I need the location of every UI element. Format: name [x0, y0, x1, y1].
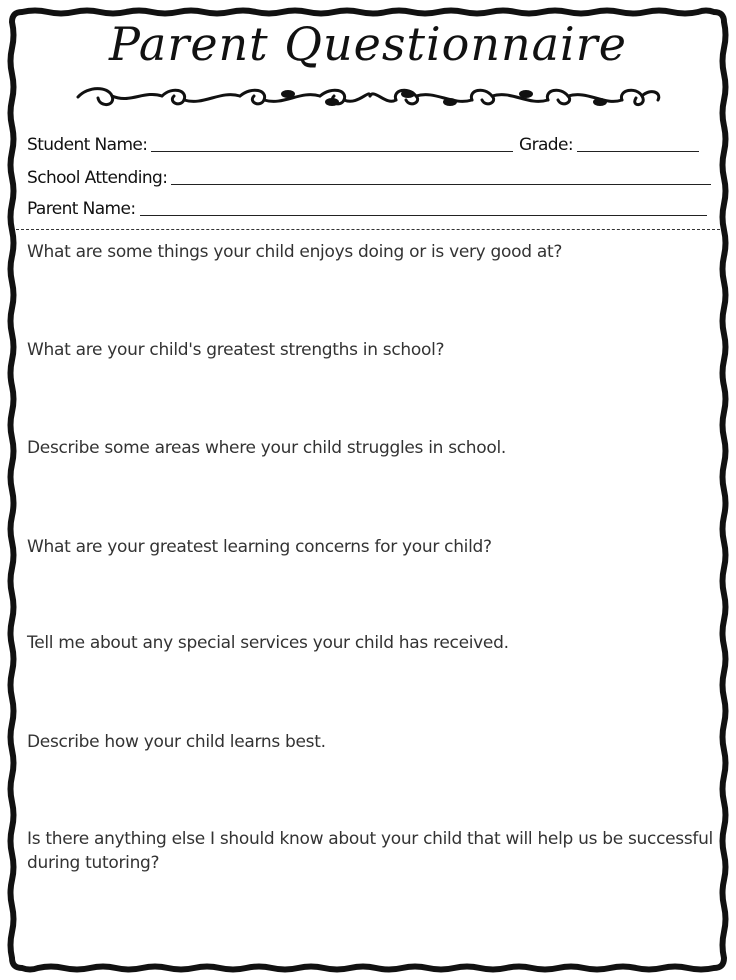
grade-line	[577, 151, 699, 152]
question-4: What are your greatest learning concerns for your child?	[27, 537, 492, 557]
parent-name-label: Parent Name:	[27, 199, 136, 219]
dashed-divider	[16, 229, 720, 230]
question-1: What are some things your child enjoys doing or is very good at?	[27, 242, 563, 262]
question-3: Describe some areas where your child struggles in school.	[27, 438, 506, 458]
grade-label: Grade:	[519, 135, 573, 155]
grade-field[interactable]	[519, 130, 699, 156]
question-6: Describe how your child learns best.	[27, 732, 326, 752]
school-attending-label: School Attending:	[27, 168, 168, 188]
decorative-flourish	[70, 82, 666, 112]
school-attending-line	[171, 184, 711, 185]
student-name-label: Student Name:	[27, 135, 148, 155]
student-name-field[interactable]	[27, 130, 513, 156]
school-attending-field[interactable]	[27, 163, 711, 189]
student-name-line	[151, 151, 513, 152]
question-2: What are your child's greatest strengths in school?	[27, 340, 445, 360]
parent-name-field[interactable]	[27, 194, 707, 220]
question-7: Is there anything else I should know about your child that will help us be successful during tutoring?	[27, 829, 713, 873]
parent-name-line	[140, 215, 707, 216]
page-title: Parent Questionnaire	[109, 17, 627, 71]
question-5: Tell me about any special services your child has received.	[27, 633, 509, 653]
